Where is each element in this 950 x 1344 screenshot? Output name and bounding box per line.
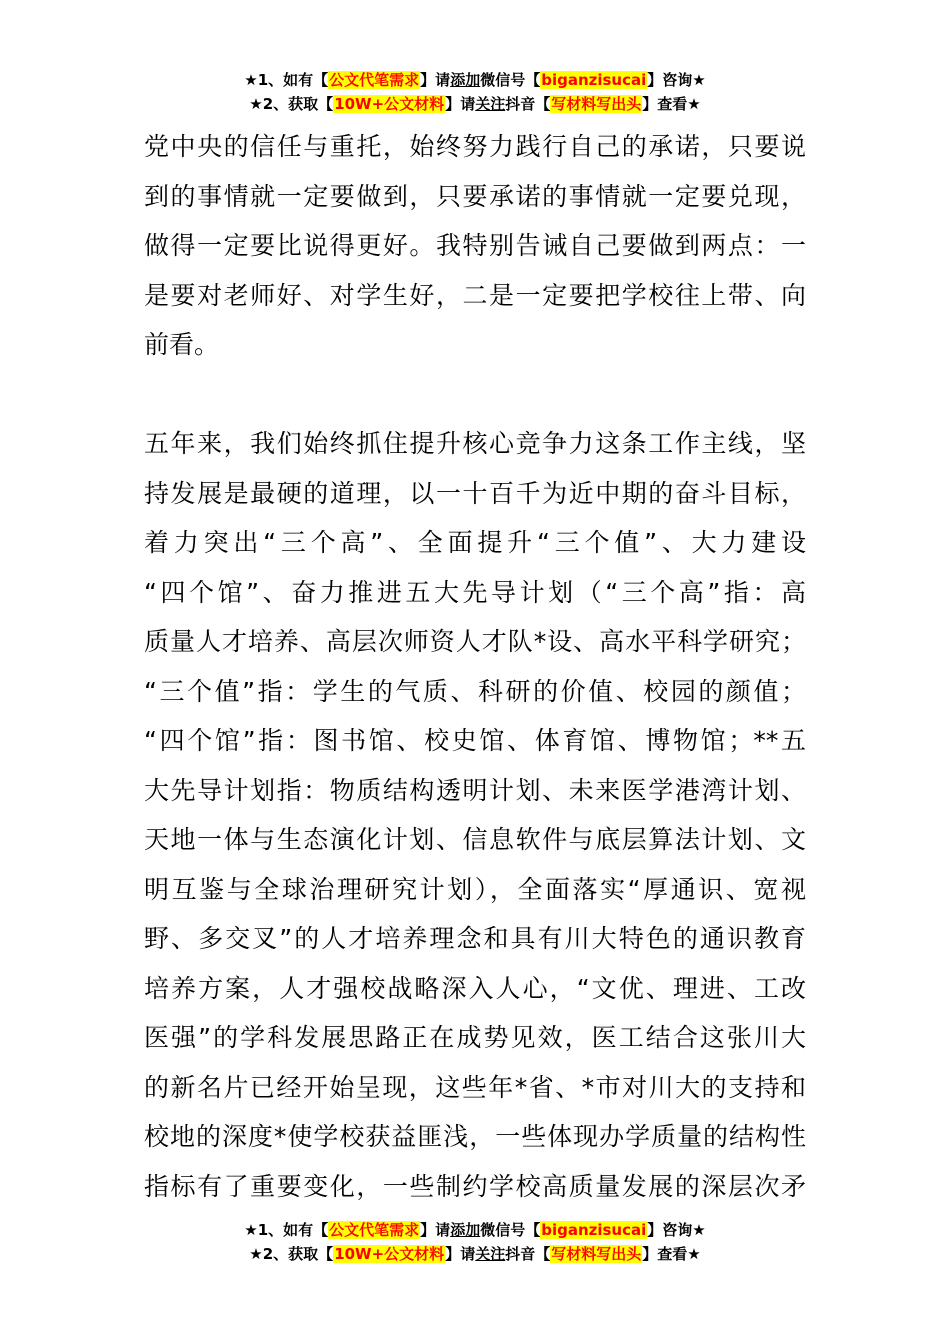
banner-text: 抖音【 (505, 95, 551, 113)
text-line: 培养方案，人才强校战略深入人心，“文优、理进、工改 (144, 973, 806, 1003)
document-body (144, 122, 806, 1211)
banner-text: ★1、如有【 (244, 1221, 329, 1239)
text-line: 到的事情就一定要做到，只要承诺的事情就一定要兑现， (144, 181, 806, 211)
underlined-text: 关注 (475, 1245, 506, 1263)
text-line: 明互鉴与全球治理研究计划），全面落实“厚通识、宽视 (144, 874, 806, 904)
highlight-text: 公文代笔需求 (329, 71, 420, 89)
banner-line-1 (0, 68, 950, 92)
banner-text: 】查看★ (642, 95, 701, 113)
text-line: 前看。 (144, 330, 220, 359)
text-line: 野、多交叉”的人才培养理念和具有川大特色的通识教育 (144, 924, 806, 953)
banner-line-2 (0, 92, 950, 116)
text-line: 天地一体与生态演化计划、信息软件与底层算法计划、文 (144, 825, 806, 854)
highlight-text: biganzisucai (541, 1221, 647, 1239)
highlight-text: 10W+公文材料 (334, 1245, 445, 1263)
banner-line-2 (0, 1242, 950, 1266)
underlined-text: 关注 (475, 95, 506, 113)
highlight-text: biganzisucai (541, 71, 647, 89)
text-line: 着力突出“三个高”、全面提升“三个值”、大力建设 (144, 528, 806, 557)
highlight-text: 写材料写出头 (551, 95, 642, 113)
paragraph-1 (144, 122, 806, 370)
underlined-text: 添加 (450, 71, 481, 89)
banner-text: ★2、获取【 (249, 95, 334, 113)
banner-text: 】查看★ (642, 1245, 701, 1263)
banner-text: 】咨询★ (647, 71, 706, 89)
text-line: 持发展是最硬的道理，以一十百千为近中期的奋斗目标， (144, 478, 806, 508)
banner-text: 】请 (420, 71, 451, 89)
text-line: 医强”的学科发展思路正在成势见效，医工结合这张川大 (144, 1023, 806, 1052)
text-line: 质量人才培养、高层次师资人才队*设、高水平科学研究； (144, 627, 806, 656)
text-line: 校地的深度*使学校获益匪浅，一些体现办学质量的结构性 (144, 1122, 806, 1151)
banner-text: 】咨询★ (647, 1221, 706, 1239)
underlined-text: 添加 (450, 1221, 481, 1239)
text-line: 是要对老师好、对学生好，二是一定要把学校往上带、向 (144, 280, 806, 310)
text-line: “四个馆”、奋力推进五大先导计划（“三个高”指：高 (144, 577, 806, 607)
banner-text: 】请 (420, 1221, 451, 1239)
banner-text: 微信号【 (480, 1221, 541, 1239)
banner-text: 】请 (445, 1245, 476, 1263)
text-line: “三个值”指：学生的气质、科研的价值、校园的颜值； (144, 676, 806, 706)
banner-text: 微信号【 (480, 71, 541, 89)
text-line: 五年来，我们始终抓住提升核心竞争力这条工作主线，坚 (144, 429, 806, 458)
paragraph-gap (144, 370, 806, 420)
banner-text: ★1、如有【 (244, 71, 329, 89)
highlight-text: 公文代笔需求 (329, 1221, 420, 1239)
banner-text: ★2、获取【 (249, 1245, 334, 1263)
paragraph-2 (144, 419, 806, 1211)
footer-banner (0, 1218, 950, 1266)
text-line: 大先导计划指：物质结构透明计划、未来医学港湾计划、 (144, 775, 806, 805)
text-line: 党中央的信任与重托，始终努力践行自己的承诺，只要说 (144, 132, 806, 161)
text-line: “四个馆”指：图书馆、校史馆、体育馆、博物馆；**五 (144, 726, 806, 755)
text-line: 的新名片已经开始呈现，这些年*省、*市对川大的支持和 (144, 1072, 806, 1102)
banner-line-1 (0, 1218, 950, 1242)
highlight-text: 写材料写出头 (551, 1245, 642, 1263)
highlight-text: 10W+公文材料 (334, 95, 445, 113)
banner-text: 抖音【 (505, 1245, 551, 1263)
text-line: 指标有了重要变化，一些制约学校高质量发展的深层次矛 (144, 1171, 806, 1201)
text-line: 做得一定要比说得更好。我特别告诫自己要做到两点：一 (144, 231, 806, 260)
banner-text: 】请 (445, 95, 476, 113)
header-banner (0, 68, 950, 116)
